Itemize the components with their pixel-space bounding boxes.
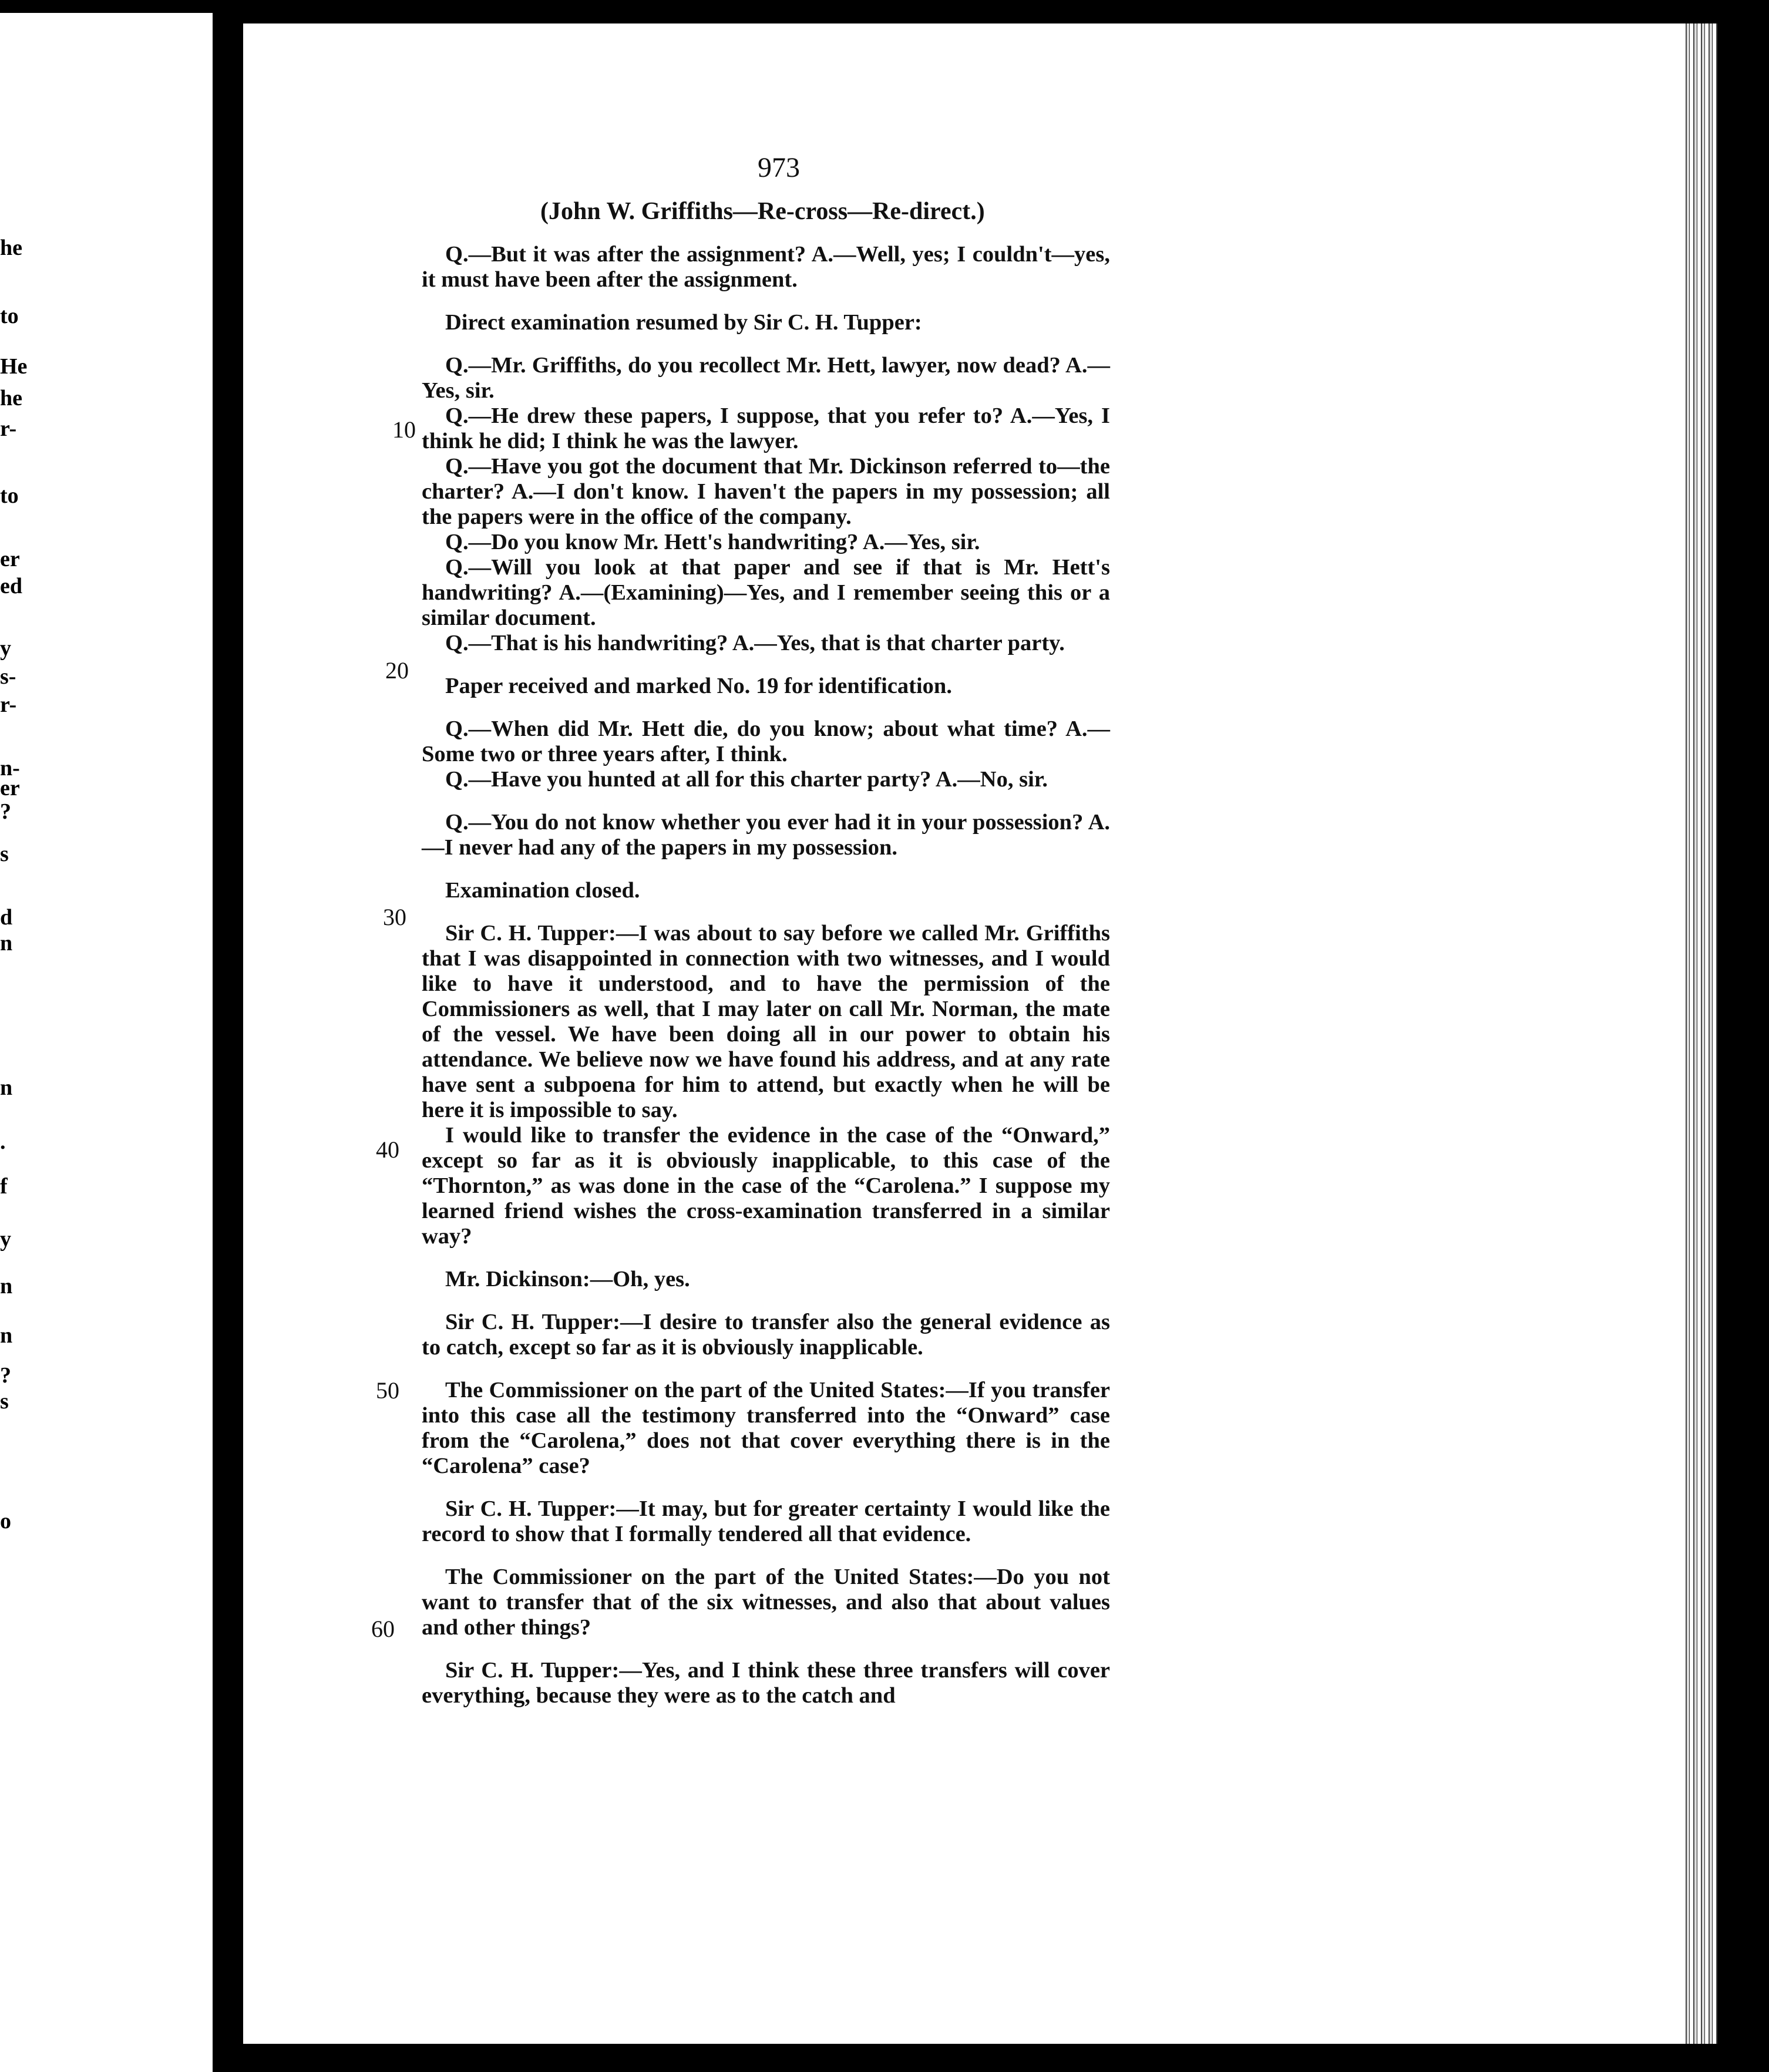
facing-page-fragment: y [0,1227,11,1252]
running-head: (John W. Griffiths—Re-cross—Re-direct.) [540,198,985,225]
facing-page-fragment: n [0,1075,13,1100]
facing-page-fragment: s- [0,664,16,689]
facing-page-fragment: s [0,1389,9,1414]
paragraph: Q.—You do not know whether you ever had it in your possession? A.—I never had any of the papers in my possession. [422,810,1110,860]
line-number: 60 [371,1616,395,1642]
paragraph: I would like to transfer the evidence in the case of the “Onward,” except so far as it is obviously inapplicable, to this case of the “Thornton,” as was done in the case of the “Carolena.” I suppose my learned friend wishes the cross-examination transferred in a similar way? [422,1123,1110,1249]
facing-page-fragment: er [0,547,20,571]
facing-page-fragment: r- [0,416,17,441]
paragraph: Q.—Do you know Mr. Hett's handwriting? A.—Yes, sir. [445,530,980,554]
paragraph: Sir C. H. Tupper:—I was about to say before we called Mr. Griffiths that I was disappointed in connection with two witnesses, and I would like to have it understood, and to have the permission of the Commissioners as well, that I may later on call Mr. Norman, the mate of the vessel. We have been doing all in our power to obtain his attendance. We believe now we have found his address, and at any rate have sent a subpoena for him to attend, but exactly when he will be here it is impossible to say. [422,921,1110,1122]
line-number: 30 [383,904,406,930]
line-number: 50 [376,1377,399,1404]
facing-page-fragment: y [0,636,11,661]
line-number: 10 [392,416,416,443]
facing-page-fragment: n- [0,756,20,781]
facing-page-fragment: d [0,905,13,930]
paragraph: Q.—But it was after the assignment? A.—Well, yes; I couldn't—yes, it must have been after the assignment. [422,242,1110,292]
facing-page-fragment: n [0,1274,13,1299]
paragraph: The Commissioner on the part of the United States:—Do you not want to transfer that of the six witnesses, and also that about values and other things? [422,1565,1110,1640]
paragraph: Q.—When did Mr. Hett die, do you know; about what time? A.—Some two or three years after, I think. [422,717,1110,766]
paragraph: Q.—Mr. Griffiths, do you recollect Mr. Hett, lawyer, now dead? A.—Yes, sir. [422,353,1110,403]
paragraph: Q.—Will you look at that paper and see if that is Mr. Hett's handwriting? A.—(Examining)—Yes, and I remember seeing this or a similar document. [422,555,1110,630]
facing-page-fragment: to [0,483,19,508]
paragraph: The Commissioner on the part of the United States:—If you transfer into this case all the testimony transferred into the “Onward” case from the “Carolena,” does not that cover everything there is in the “Carolena” case? [422,1378,1110,1478]
facing-page-fragment: f [0,1174,8,1199]
scan-border [1717,0,1769,2072]
facing-page-fragment: o [0,1509,11,1533]
facing-page-fragment: he [0,386,22,411]
facing-page-fragment: n [0,1323,13,1348]
page-edges [1682,23,1717,2044]
facing-page-fragment: He [0,354,28,379]
facing-page-fragment: s [0,842,9,866]
paragraph: Q.—Have you got the document that Mr. Dickinson referred to—the charter? A.—I don't know. I haven't the papers in my possession; all the papers were in the office of the company. [422,454,1110,529]
text-column [422,242,1110,1708]
paragraph: Q.—That is his handwriting? A.—Yes, that is that charter party. [445,631,1065,655]
facing-page-fragment: er [0,776,20,800]
paragraph: Mr. Dickinson:—Oh, yes. [445,1267,690,1291]
paragraph: Q.—He drew these papers, I suppose, that you refer to? A.—Yes, I think he did; I think he was the lawyer. [422,403,1110,453]
facing-page-fragment: n [0,931,13,956]
paragraph: Sir C. H. Tupper:—It may, but for greater certainty I would like the record to show that I formally tendered all that evidence. [422,1496,1110,1546]
facing-page-fragment: . [0,1129,6,1154]
paragraph: Examination closed. [445,878,640,903]
facing-page-fragment: r- [0,692,17,717]
page-number: 973 [758,152,800,183]
paragraph: Sir C. H. Tupper:—Yes, and I think these three transfers will cover everything, because they were as to the catch and [422,1658,1110,1708]
paragraph: Sir C. H. Tupper:—I desire to transfer also the general evidence as to catch, except so far as it is obviously inapplicable. [422,1310,1110,1360]
facing-page-fragment: he [0,236,22,260]
paragraph: Paper received and marked No. 19 for identification. [445,674,952,698]
facing-page-fragment: ? [0,799,11,824]
facing-page-fragment: to [0,304,19,328]
facing-page [0,13,213,2072]
line-number: 40 [376,1136,399,1163]
gutter-shadow [213,0,243,2072]
facing-page-fragment: ed [0,574,22,598]
line-number: 20 [385,657,409,684]
section-heading: Direct examination resumed by Sir C. H. Tupper: [445,310,922,335]
facing-page-fragment: ? [0,1363,11,1388]
paragraph: Q.—Have you hunted at all for this charter party? A.—No, sir. [445,767,1048,792]
